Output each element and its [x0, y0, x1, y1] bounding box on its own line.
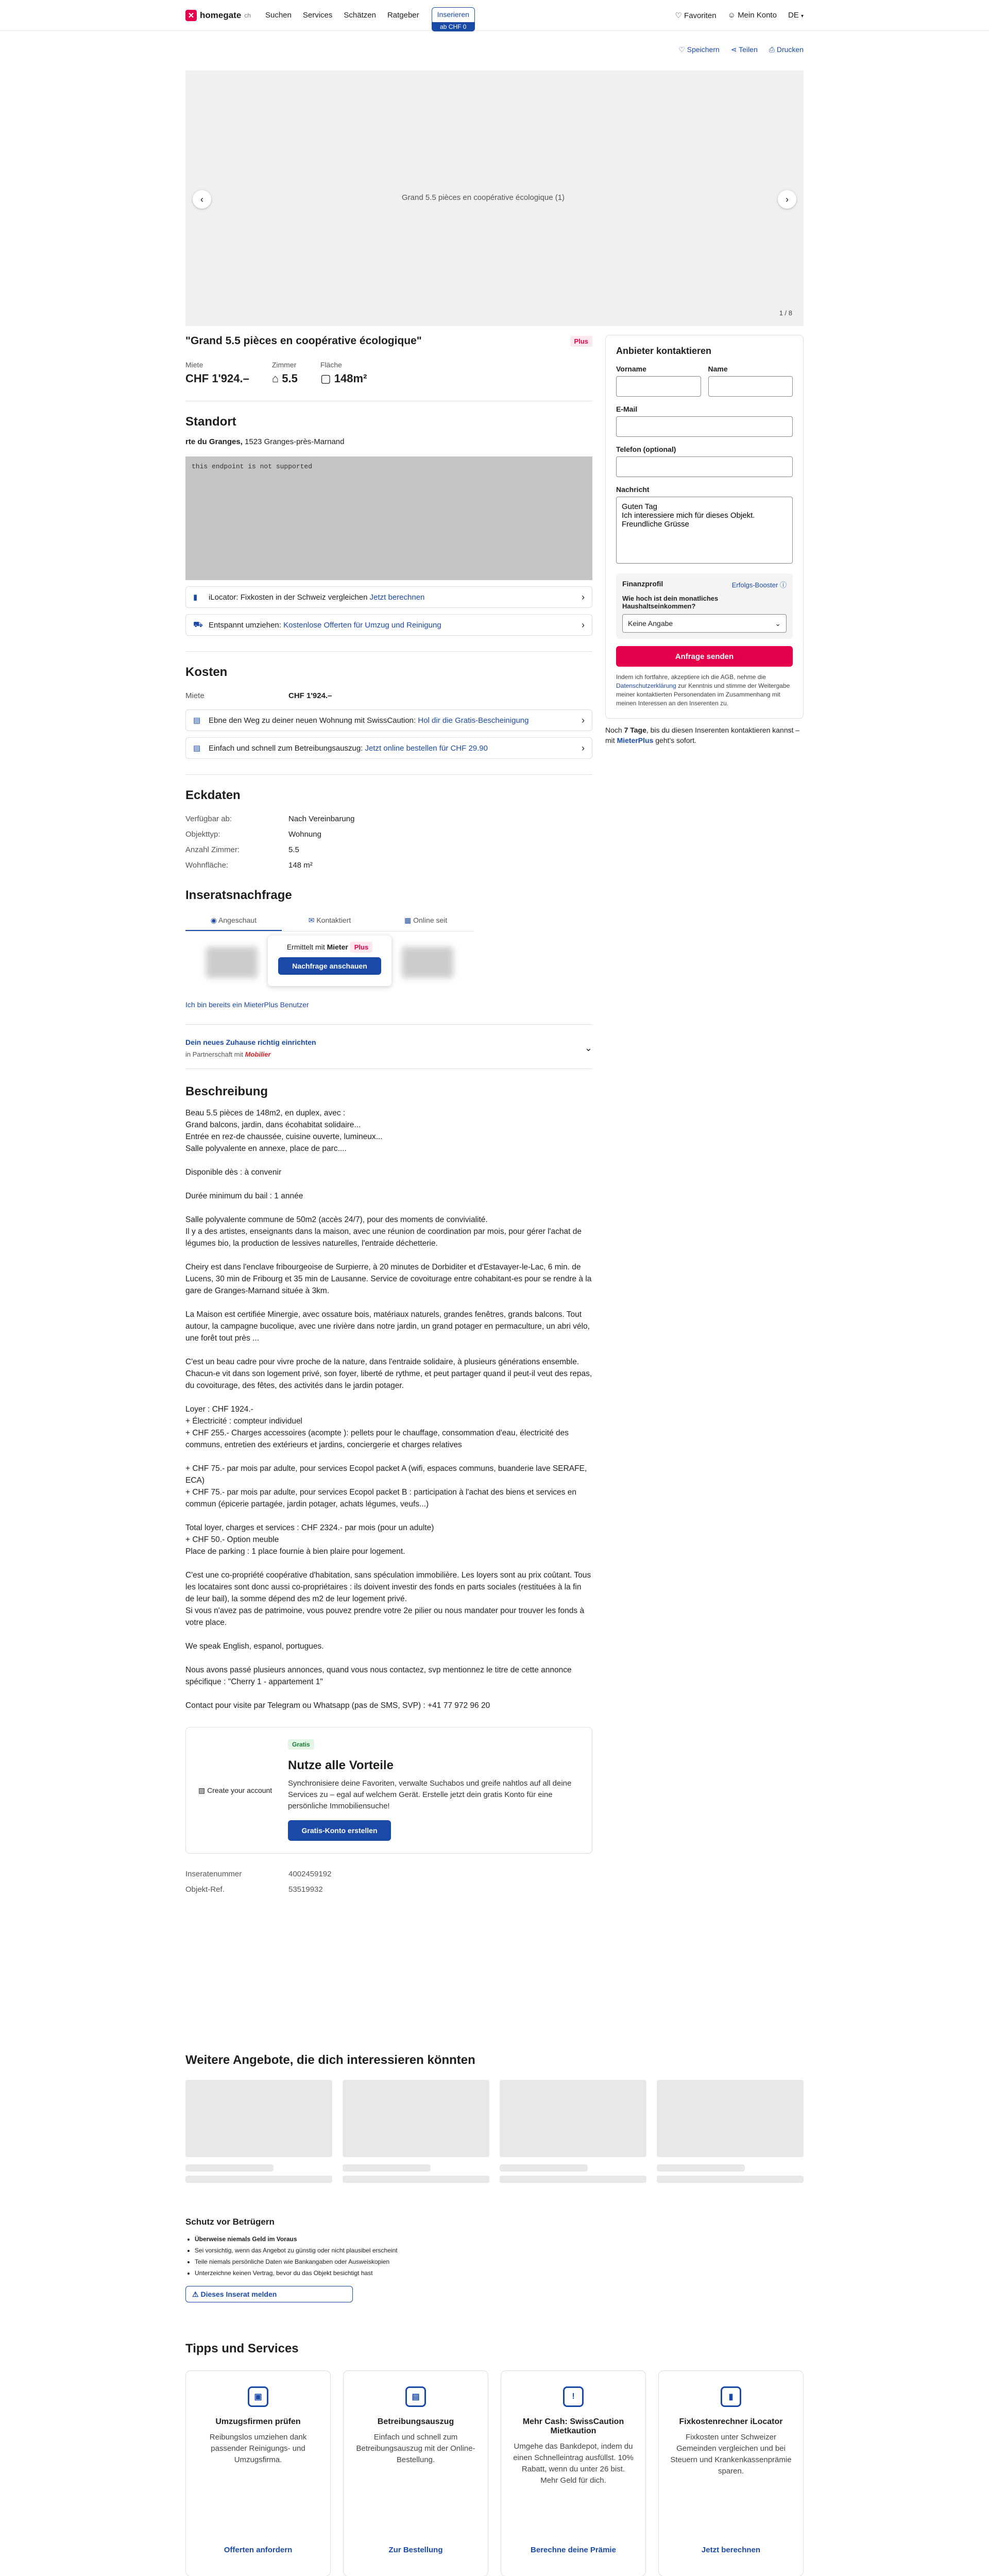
contact-wait-note: Noch 7 Tage, bis du diesen Inserenten kontaktieren kannst – mit MieterPlus geht's sofort.: [605, 726, 800, 744]
fraud-heading: Schutz vor Betrügern: [185, 2217, 275, 2227]
tip-cta[interactable]: Jetzt berechnen: [701, 2546, 761, 2554]
description-paragraph: + CHF 75.- par mois par adulte, pour services Ecopol packet B : participation à l'achat des biens et services en commun (épicerie partagée, jardin potager, achats légumes, veufs...): [185, 1488, 576, 1509]
language-select[interactable]: DE ▾: [788, 11, 804, 20]
rooms-icon: ⌂: [271, 372, 279, 385]
tip-card[interactable]: ▣ Umzugsfirmen prüfen Reibungslos umziehen dank passender Reinigungs- und Umzugsfirma. Offerten anfordern: [185, 2370, 331, 2576]
rent-value: CHF 1'924.–: [288, 691, 332, 700]
promo-title: Nutze alle Vorteile: [288, 1758, 394, 1772]
location-heading: Standort: [185, 415, 236, 429]
description-paragraph: Total loyer, charges et services : CHF 2324.- par mois (pour un adulte): [185, 1523, 434, 1532]
listing-number-row: Inseratenummer 4002459192: [185, 1869, 332, 1878]
description-paragraph: Durée minimum du bail : 1 année: [185, 1192, 303, 1200]
listing-ids: [185, 1866, 592, 1897]
truck-icon: ⛟: [193, 620, 203, 629]
description-paragraph: [185, 1155, 592, 1166]
description-paragraph: [185, 1629, 592, 1640]
demand-tabs: [185, 911, 474, 931]
description-paragraph: Nous avons passé plusieurs annonces, quand vous nous contactez, svp mentionnez le titre de cette annonce spécifique : "Cherry 1 - appartement 1": [185, 1666, 572, 1686]
address-street: rte du Granges,: [185, 437, 243, 446]
nav-ratgeber[interactable]: Ratgeber: [387, 11, 419, 20]
description-heading: Beschreibung: [185, 1084, 268, 1098]
chevron-right-icon: ›: [582, 715, 585, 725]
details-heading: Eckdaten: [185, 788, 241, 802]
printer-icon: ⎙: [769, 45, 775, 54]
fraud-protection: [185, 2217, 494, 2302]
similar-heading: Weitere Angebote, die dich interessieren könnten: [185, 2053, 475, 2067]
listing-card-skeleton[interactable]: [343, 2080, 489, 2183]
listing-actions: [678, 45, 804, 54]
image-placeholder-icon: ▨: [198, 1786, 206, 1794]
tip-cta[interactable]: Offerten anfordern: [224, 2546, 293, 2554]
demand-blurred-stats: [185, 931, 474, 993]
description-paragraph: [185, 1510, 592, 1522]
description-paragraph: + CHF 255.- Charges accessoires (acompte ): pellets pour le chauffage, consommation d'eau, électricité des communs, entretien des extérieurs et jardins, conciergerie et charges relatives: [185, 1429, 569, 1449]
contact-form: Anbieter kontaktieren Vorname Name E-Mail Telefon (optional) Nachricht Guten Tag Ich interessiere mich für dieses Objekt. Freundliche Grüsse Finanzprofil Erfolgs-Booster ⓘ Wie hoch ist dein monatliches Haushaltseinkommen? Keine Angabe ⌄ Anfrage senden Indem ich fortfahre, akzeptiere ich die AGB, nehme die Datenschutzerklärung zur Kenntnis und stimme der Weitergabe meiner kontaktierten Personendaten im Zusammenhang mit meinen Interessen an den Inserenten zu.: [605, 335, 804, 719]
description-paragraph: Cheiry est dans l'enclave fribourgeoise de Surpierre, à 20 minutes de Dorbiditer et d'Estavayer-le-Lac, 6 min. de Lucens, 30 min de Fribourg et 35 min de Lausanne. Service de covoiturage entre cohabitant-es pour se rendre à la gare de Granges-Marnand située à 3km.: [185, 1263, 592, 1295]
ilocator-cta[interactable]: Jetzt berechnen: [369, 592, 425, 602]
document-icon: ▤: [193, 716, 201, 725]
view-demand-button[interactable]: Nachfrage anschauen: [278, 957, 381, 975]
details-row: Verfügbar ab: Nach Vereinbarung: [185, 814, 355, 823]
map-icon: ▮: [193, 593, 198, 602]
main-column: [185, 335, 592, 1897]
success-booster-link[interactable]: Erfolgs-Booster ⓘ: [731, 581, 787, 589]
debt-register-link[interactable]: ▤ Einfach und schnell zum Betreibungsauszug: Jetzt online bestellen für CHF 29.90 ›: [185, 737, 592, 759]
tip-card[interactable]: ! Mehr Cash: SwissCaution Mietkaution Umgehe das Bankdepot, indem du einen Schnelleintrag ausfüllst. 10% Rabatt, wenn du unter 26 bist. Mehr Geld für dich. Berechne deine Prämie: [501, 2370, 646, 2576]
mieterplus-link[interactable]: MieterPlus: [617, 736, 654, 744]
swisscaution-link[interactable]: ▤ Ebne den Weg zu deiner neuen Wohnung mit SwissCaution: Hol dir die Gratis-Bescheinigung ›: [185, 709, 592, 731]
description-paragraph: Place de parking : 1 place fournie à bien plaire pour logement.: [185, 1547, 405, 1556]
description-paragraph: Loyer : CHF 1924.-: [185, 1405, 253, 1414]
heart-icon: ♡: [675, 11, 682, 20]
account-promo: [185, 1727, 592, 1854]
details-section: [185, 774, 592, 873]
key-facts: [185, 361, 592, 385]
ilocator-link[interactable]: ▮ iLocator: Fixkosten in der Schweiz vergleichen Jetzt berechnen ›: [185, 586, 592, 608]
description-paragraph: + CHF 50.- Option meuble: [185, 1535, 279, 1544]
description-paragraph: Contact pour visite par Telegram ou Whatsapp (pas de SMS, SVP) : +41 77 972 96 20: [185, 1701, 490, 1710]
account-link[interactable]: ☺ Mein Konto: [727, 11, 777, 20]
rent-fact: Miete CHF 1'924.–: [185, 361, 249, 385]
report-listing-button[interactable]: ⚠ Dieses Inserat melden: [185, 2286, 353, 2302]
free-badge: Gratis: [288, 1739, 314, 1750]
info-icon: ⓘ: [779, 581, 787, 589]
gallery-next-button[interactable]: [778, 190, 796, 209]
description-paragraph: + CHF 75.- par mois par adulte, pour services Ecopol packet A (wifi, espaces communs, buanderie lave SERAFE, ECA): [185, 1464, 587, 1485]
blurred-stat: [402, 947, 453, 978]
chevron-right-icon: ›: [582, 742, 585, 753]
finance-profile: Finanzprofil Erfolgs-Booster ⓘ Wie hoch ist dein monatliches Haushaltseinkommen? Keine Angabe ⌄: [616, 573, 793, 639]
details-row: Anzahl Zimmer: 5.5: [185, 845, 299, 854]
chevron-down-icon: ⌄: [775, 619, 781, 628]
nav-schaetzen[interactable]: Schätzen: [344, 11, 376, 20]
description-paragraph: Il y a des artistes, enseignants dans la maison, avec une réunion de coordination par mois, pour gérer l'achat de légumes bio, la production de lessives naturelles, l'entraide déchetterie.: [185, 1227, 582, 1248]
area-fact: Fläche ▢ 148m²: [320, 361, 367, 385]
tip-cta[interactable]: Berechne deine Prämie: [531, 2546, 616, 2554]
nav-services[interactable]: Services: [302, 11, 333, 20]
plus-badge: Plus: [570, 336, 592, 347]
details-row: Wohnfläche: 148 m²: [185, 860, 313, 870]
message-field[interactable]: [616, 497, 793, 564]
costs-section: [185, 651, 592, 759]
income-question: Wie hoch ist dein monatliches Haushaltseinkommen?: [622, 595, 719, 610]
share-icon: ⋖: [730, 45, 737, 54]
contact-sidebar: [605, 335, 804, 745]
description-paragraph: La Maison est certifiée Minergie, avec ossature bois, matériaux naturels, grandes fenêtres, grands balcons. Tout autour, la campagne bucolique, avec une rivière dans notre jardin, un grand potager en permaculture, un abri vélo, une forêt tout près ...: [185, 1310, 590, 1343]
furnishing-title[interactable]: Dein neues Zuhause richtig einrichten: [185, 1038, 316, 1046]
description-paragraph: [185, 1652, 592, 1664]
gallery-counter: 1 / 8: [779, 309, 792, 317]
favorites-link[interactable]: ♡ Favoriten: [675, 11, 717, 20]
demand-section: [185, 888, 592, 1009]
save-button[interactable]: ♡ Speichern: [678, 45, 720, 54]
mail-icon: ✉: [308, 916, 315, 924]
create-account-button[interactable]: Gratis-Konto erstellen: [288, 1820, 391, 1841]
tips-heading: Tipps und Services: [185, 2342, 299, 2355]
header-right: [675, 11, 804, 20]
description-paragraph: C'est un beau cadre pour vivre proche de la nature, dans l'entraide solidaire, à plusieurs générations ensemble. Chacun-e vit dans son logement privé, son foyer, liberté de rythme, et peut partager quand il peut-il veut des repas, du covoiturage, des fêtes, des activités dans le jardin potager.: [185, 1358, 592, 1390]
listing-card-skeleton[interactable]: [185, 2080, 332, 2183]
description-paragraph: [185, 1202, 592, 1214]
insert-price-tag: ab CHF 0: [432, 22, 475, 31]
eye-icon: ◉: [210, 916, 217, 924]
rooms-fact: Zimmer ⌂ 5.5: [271, 361, 298, 385]
description-paragraph: [185, 1249, 592, 1261]
description-paragraph: Entrée en rez-de chaussée, cuisine ouverte, lumineux...: [185, 1132, 383, 1141]
details-row: Objekttyp: Wohnung: [185, 829, 321, 839]
costs-heading: Kosten: [185, 665, 228, 679]
tip-card[interactable]: ▮ Fixkostenrechner iLocator Fixkosten unter Schweizer Gemeinden vergleichen und bei Steuern und Krankenkassenprämie sparen. Jetzt berechnen: [658, 2370, 804, 2576]
share-button[interactable]: ⋖ Teilen: [730, 45, 758, 54]
moving-offers-cta[interactable]: Kostenlose Offerten für Umzug und Reinigung: [283, 620, 441, 630]
description-paragraph: Grand balcons, jardin, dans écohabitat solidaire...: [185, 1121, 361, 1129]
shield-icon: !: [563, 2386, 584, 2407]
tab-contacted[interactable]: ✉ Kontaktiert: [308, 916, 351, 924]
income-select[interactable]: Keine Angabe ⌄: [622, 614, 787, 633]
gallery-image-alt: Grand 5.5 pièces en coopérative écologique (1): [402, 193, 565, 202]
object-ref-row: Objekt-Ref. 53519932: [185, 1885, 323, 1894]
tips-section: [185, 2342, 804, 2576]
main-nav: [265, 11, 419, 20]
email-field[interactable]: [616, 416, 793, 437]
document-icon: ▤: [193, 744, 201, 753]
first-name-field[interactable]: [616, 376, 701, 397]
box-icon: ▣: [248, 2386, 268, 2407]
top-header: [0, 0, 989, 31]
fraud-tip: • Überweise niemals Geld im Voraus: [195, 2233, 494, 2245]
demand-heading: Inseratsnachfrage: [185, 888, 292, 902]
print-button[interactable]: ⎙ Drucken: [769, 45, 804, 54]
area-icon: ▢: [320, 372, 331, 385]
furnishing-partner[interactable]: Dein neues Zuhause richtig einrichten in Partnerschaft mit Mobilier ⌄: [185, 1024, 592, 1069]
map[interactable]: [185, 456, 592, 580]
address-city: 1523 Granges-près-Marnand: [245, 437, 345, 446]
description-paragraph: + Électricité : compteur individuel: [185, 1417, 303, 1426]
listing-card-skeleton[interactable]: [657, 2080, 804, 2183]
location-section: [185, 401, 592, 636]
chevron-down-icon: ▾: [800, 13, 804, 19]
description-paragraph: Si vous n'avez pas de patrimoine, vous pouvez prendre votre 2e pilier ou nous mandater pour trouver les fonds à votre place.: [185, 1606, 585, 1627]
tip-card[interactable]: ▤ Betreibungsauszug Einfach und schnell zum Betreibungsauszug mit der Online-Bestellung. Zur Bestellung: [343, 2370, 488, 2576]
heart-icon: ♡: [678, 45, 685, 54]
blurred-stat: [206, 947, 258, 978]
phone-field[interactable]: [616, 456, 793, 477]
tab-viewed[interactable]: ◉ Angeschaut: [185, 911, 282, 931]
description-paragraph: [185, 1392, 592, 1403]
chevron-left-icon: ‹: [200, 194, 203, 205]
promo-image: ▨ Create your account: [198, 1786, 272, 1794]
description-section: [185, 1084, 592, 1711]
chevron-right-icon: ›: [786, 194, 789, 205]
description-paragraph: Salle polyvalente en annexe, place de parc....: [185, 1144, 347, 1153]
chevron-right-icon: ›: [582, 619, 585, 630]
description-paragraph: We speak English, espanol, portugues.: [185, 1642, 324, 1651]
description-text: [185, 1107, 592, 1711]
chevron-down-icon: ⌄: [584, 1043, 592, 1053]
tab-online-since[interactable]: ▦ Online seit: [404, 916, 448, 924]
listing-card-skeleton[interactable]: [500, 2080, 646, 2183]
map-icon: ▮: [721, 2386, 741, 2407]
chevron-right-icon: ›: [582, 591, 585, 602]
description-paragraph: [185, 1557, 592, 1569]
moving-offers-link[interactable]: ⛟ Entspannt umziehen: Kostenlose Offerten für Umzug und Reinigung ›: [185, 614, 592, 636]
homegate-logo[interactable]: ✕ homegate ch: [185, 10, 251, 21]
fraud-tip: • Unterzeichne keinen Vertrag, bevor du das Objekt besichtigt hast: [195, 2267, 494, 2279]
map-error-text: this endpoint is not supported: [192, 463, 313, 470]
description-paragraph: [185, 1297, 592, 1309]
calendar-icon: ▦: [404, 916, 412, 924]
description-paragraph: [185, 1178, 592, 1190]
document-icon: ▤: [405, 2386, 426, 2407]
costs-table: [185, 688, 592, 703]
mobilier-logo: Mobilier: [245, 1050, 271, 1058]
privacy-link[interactable]: Datenschutzerklärung: [616, 682, 676, 689]
description-paragraph: Disponible dès : à convenir: [185, 1168, 282, 1177]
image-gallery[interactable]: [185, 71, 804, 326]
mieterplus-login-link[interactable]: Ich bin bereits ein MieterPlus Benutzer: [185, 1001, 309, 1009]
description-paragraph: Salle polyvalente commune de 50m2 (accès 24/7), pour des moments de convivialité.: [185, 1215, 488, 1224]
description-paragraph: [185, 1688, 592, 1700]
fraud-tip: • Sei vorsichtig, wenn das Angebot zu günstig oder nicht plausibel erscheint: [195, 2245, 494, 2256]
swisscaution-cta[interactable]: Hol dir die Gratis-Bescheinigung: [418, 716, 529, 725]
homegate-logo-mark: ✕: [185, 10, 197, 21]
legal-text: Indem ich fortfahre, akzeptiere ich die AGB, nehme die Datenschutzerklärung zur Kenntnis und stimme der Weitergabe meiner kontaktierten Personendaten im Zusammenhang mit meinen Interessen an den Inserenten zu.: [616, 673, 790, 707]
send-request-button[interactable]: Anfrage senden: [616, 646, 793, 667]
description-paragraph: Beau 5.5 pièces de 148m2, en duplex, avec :: [185, 1109, 346, 1117]
insert-button[interactable]: Inserieren ab CHF 0: [432, 7, 475, 24]
last-name-field[interactable]: [708, 376, 793, 397]
warning-icon: ⚠: [192, 2290, 199, 2298]
user-icon: ☺: [727, 11, 736, 20]
mieterplus-overlay: Ermittelt mit Mieter Plus Nachfrage anschauen: [268, 936, 391, 986]
description-paragraph: [185, 1344, 592, 1356]
details-table: [185, 811, 592, 873]
similar-listings: [185, 2053, 804, 2183]
tip-cta[interactable]: Zur Bestellung: [388, 2546, 443, 2554]
listing-title: "Grand 5.5 pièces en coopérative écologique": [185, 335, 422, 347]
title-row: [185, 335, 592, 347]
debt-register-cta[interactable]: Jetzt online bestellen für CHF 29.90: [365, 743, 488, 753]
promo-text: Synchronisiere deine Favoriten, verwalte Suchabos und greife nahtlos auf all deine Services zu – egal auf welchem Gerät. Erstelle jetzt dein gratis Konto für eine persönliche Immobiliensuche!: [288, 1779, 572, 1810]
gallery-prev-button[interactable]: [193, 190, 211, 209]
description-paragraph: [185, 1451, 592, 1463]
rent-label: Miete: [185, 691, 204, 700]
contact-heading: Anbieter kontaktieren: [616, 346, 712, 356]
nav-suchen[interactable]: Suchen: [265, 11, 292, 20]
description-paragraph: C'est une co-propriété coopérative d'habitation, sans spéculation immobilière. Les loyers sont au prix coûtant. Tous les locataires sont donc aussi co-propriétaires : ils doivent investir des fonds en parts sociales (restituées à la fin de leur bail), la somme dépend des m2 de leur logement privé.: [185, 1571, 591, 1603]
fraud-tip: • Teile niemals persönliche Daten wie Bankangaben oder Ausweiskopien: [195, 2256, 494, 2267]
